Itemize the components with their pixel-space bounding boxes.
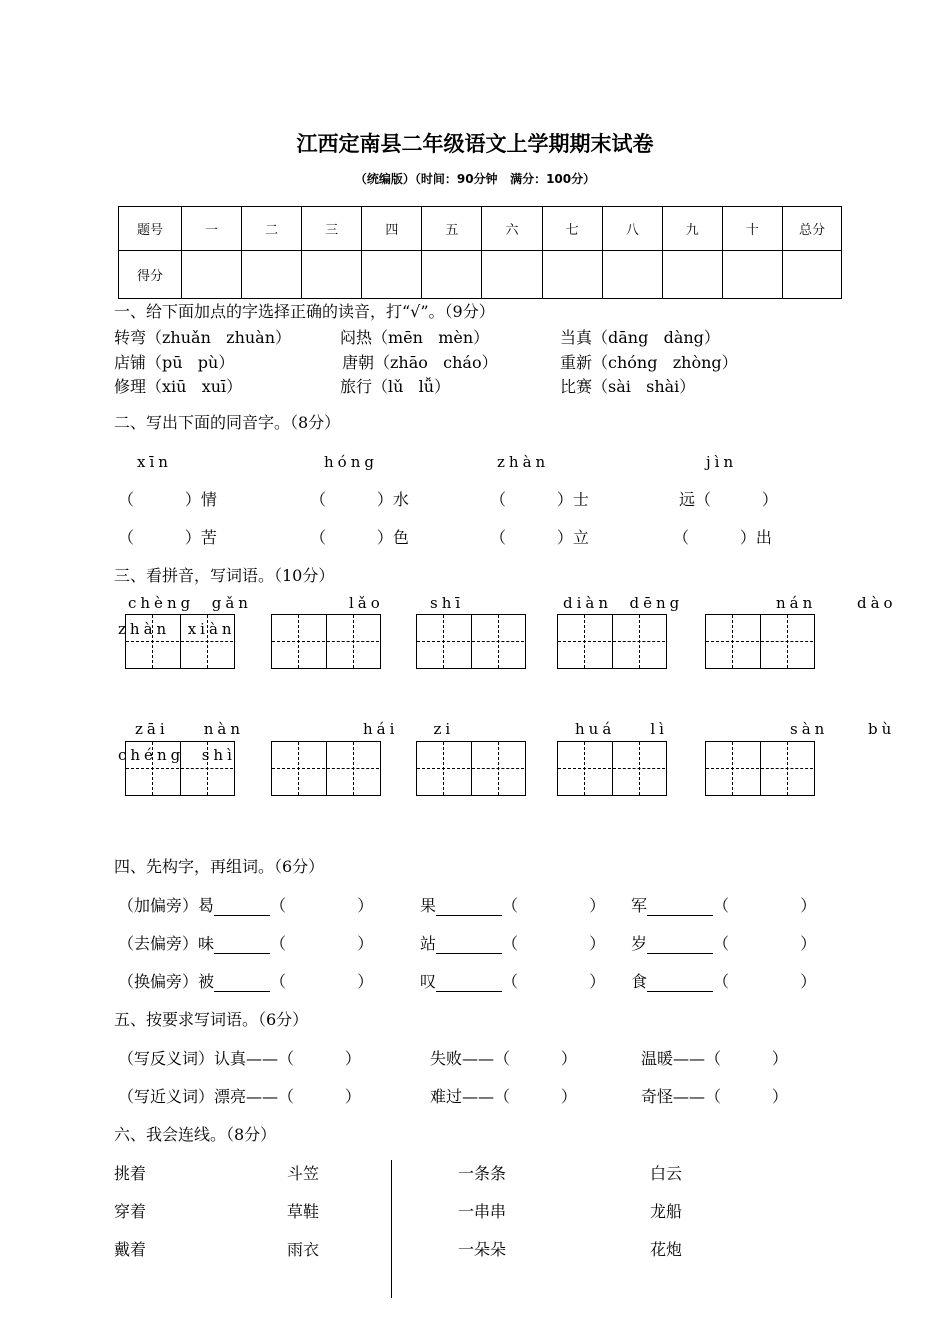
char-grid[interactable] [705,614,815,669]
word-paren[interactable]: （ ） [713,934,817,953]
answer-blank[interactable] [647,975,713,992]
pinyin-label: sàn [790,720,829,738]
score-cell[interactable] [602,251,662,299]
score-header-cell: 七 [542,207,602,251]
word-paren[interactable]: （ ） [502,896,606,915]
score-table [118,206,842,299]
compose-item [420,972,605,992]
answer-blank[interactable] [436,899,502,916]
score-cell[interactable] [783,251,842,299]
compose-item [631,972,816,992]
reading-item: 当真（dāng dàng） [560,328,720,347]
compose-item [118,972,373,992]
compose-item [631,896,816,916]
pinyin-label: zāi nàn [135,720,244,738]
divider-line [391,1160,392,1298]
homophone-blank[interactable]: （ ）色 [310,528,409,547]
score-header-cell: 十 [722,207,782,251]
section-1-title: 一、给下面加点的字选择正确的读音，打“√”。（9分） [114,302,495,321]
word-item[interactable]: （写反义词）认真——（ ） [118,1049,361,1068]
reading-item: 转弯（zhuǎn zhuàn） [114,328,292,347]
pinyin-label: chèng gǎn [128,594,252,612]
answer-blank[interactable] [214,899,270,916]
score-header-cell: 题号 [119,207,182,251]
score-cell[interactable] [662,251,722,299]
score-cell[interactable] [542,251,602,299]
answer-blank[interactable] [436,937,502,954]
char-grid[interactable] [705,741,815,796]
page-title: 江西定南县二年级语文上学期期末试卷 [296,132,654,156]
char-grid[interactable] [557,614,667,669]
match-word[interactable]: 雨衣 [287,1240,320,1259]
match-word[interactable]: 草鞋 [287,1202,320,1221]
compose-item [118,896,373,916]
compose-item [420,934,605,954]
char-grid[interactable] [416,741,526,796]
pinyin-label: bù [868,720,896,738]
score-header-cell: 八 [602,207,662,251]
reading-item: 唐朝（zhāo cháo） [342,353,498,372]
score-cell[interactable] [242,251,302,299]
match-word[interactable]: 挑着 [114,1164,147,1183]
compose-prompt: 果 [420,896,437,915]
match-word[interactable]: 一条条 [458,1164,507,1183]
match-word[interactable]: 戴着 [114,1240,147,1259]
match-word[interactable]: 穿着 [114,1202,147,1221]
word-item[interactable]: 难过——（ ） [430,1087,577,1106]
compose-prompt: （去偏旁）味 [118,934,215,953]
score-header-cell: 一 [182,207,242,251]
char-grid[interactable] [271,614,381,669]
char-grid[interactable] [125,741,235,796]
homophone-blank[interactable]: （ ）水 [310,490,409,509]
homophone-blank[interactable]: （ ）情 [118,490,217,509]
reading-item: 重新（chóng zhòng） [560,353,738,372]
score-cell[interactable] [422,251,482,299]
pinyin-label: hái zi [363,720,455,738]
compose-prompt: 站 [420,934,437,953]
pinyin-label: zhàn xiàn [118,620,236,638]
compose-prompt: 叹 [420,972,437,991]
pinyin-label: nán [776,594,817,612]
word-item[interactable]: （写近义词）漂亮——（ ） [118,1087,361,1106]
score-cell[interactable] [182,251,242,299]
match-word[interactable]: 斗笠 [287,1164,320,1183]
match-word[interactable]: 一串串 [458,1202,507,1221]
word-item[interactable]: 失败——（ ） [430,1049,577,1068]
answer-blank[interactable] [214,975,270,992]
pinyin-label: zhàn [497,453,550,471]
compose-prompt: （换偏旁）被 [118,972,215,991]
pinyin-label: xīn [137,453,172,471]
score-header-cell: 九 [662,207,722,251]
section-2-title: 二、写出下面的同音字。（8分） [114,413,341,432]
section-6-title: 六、我会连线。（8分） [114,1125,277,1144]
homophone-blank[interactable]: （ ）立 [490,528,589,547]
compose-prompt: 食 [631,972,648,991]
pinyin-label: shī [430,594,465,612]
homophone-blank[interactable]: （ ）士 [490,490,589,509]
pinyin-label: hóng [324,453,378,471]
answer-blank[interactable] [436,975,502,992]
score-header-cell: 五 [422,207,482,251]
score-cell[interactable] [482,251,542,299]
score-cell[interactable] [302,251,362,299]
score-cell[interactable] [362,251,422,299]
homophone-blank[interactable]: 远（ ） [679,490,778,509]
match-word[interactable]: 花炮 [650,1240,683,1259]
word-item[interactable]: 奇怪——（ ） [641,1087,788,1106]
section-5-title: 五、按要求写词语。（6分） [114,1010,309,1029]
match-word[interactable]: 一朵朵 [458,1240,507,1259]
word-paren[interactable]: （ ） [270,934,374,953]
char-grid[interactable] [271,741,381,796]
answer-blank[interactable] [647,937,713,954]
word-paren[interactable]: （ ） [270,972,374,991]
word-item[interactable]: 温暖——（ ） [641,1049,788,1068]
score-cell[interactable] [722,251,782,299]
word-paren[interactable]: （ ） [713,972,817,991]
score-row-label: 得分 [119,251,182,299]
score-header-cell: 总分 [783,207,842,251]
compose-item [631,934,816,954]
score-header-cell: 二 [242,207,302,251]
compose-prompt: （加偏旁）曷 [118,896,215,915]
reading-item: 比赛（sài shài） [560,377,696,396]
homophone-blank[interactable]: （ ）苦 [118,528,217,547]
pinyin-label: jìn [706,453,738,471]
compose-prompt: 军 [631,896,648,915]
reading-item: 店铺（pū pù） [114,353,235,372]
word-paren[interactable]: （ ） [713,896,817,915]
pinyin-label: dào [857,594,897,612]
match-word[interactable]: 龙船 [650,1202,683,1221]
reading-item: 修理（xiū xuī） [114,377,243,396]
char-grid[interactable] [416,614,526,669]
char-grid[interactable] [125,614,235,669]
pinyin-label: chéng shì [118,746,236,764]
pinyin-label: lǎo [349,594,384,612]
compose-item [118,934,373,954]
compose-prompt: 岁 [631,934,648,953]
answer-blank[interactable] [647,899,713,916]
score-header-cell: 四 [362,207,422,251]
homophone-blank[interactable]: （ ）出 [673,528,772,547]
match-word[interactable]: 白云 [650,1164,683,1183]
compose-item [420,896,605,916]
pinyin-label: huá lì [575,720,668,738]
score-header-cell: 三 [302,207,362,251]
section-3-title: 三、看拼音，写词语。（10分） [114,566,335,585]
reading-item: 旅行（lǔ lǚ） [340,377,451,396]
reading-item: 闷热（mēn mèn） [340,328,490,347]
word-paren[interactable]: （ ） [502,972,606,991]
section-4-title: 四、先构字，再组词。（6分） [114,857,325,876]
word-paren[interactable]: （ ） [270,896,374,915]
char-grid[interactable] [557,741,667,796]
pinyin-label: diàn dēng [563,594,684,612]
score-header-cell: 六 [482,207,542,251]
answer-blank[interactable] [214,937,270,954]
word-paren[interactable]: （ ） [502,934,606,953]
page-subtitle: （统编版）（时间：90分钟 满分：100分） [354,172,596,186]
